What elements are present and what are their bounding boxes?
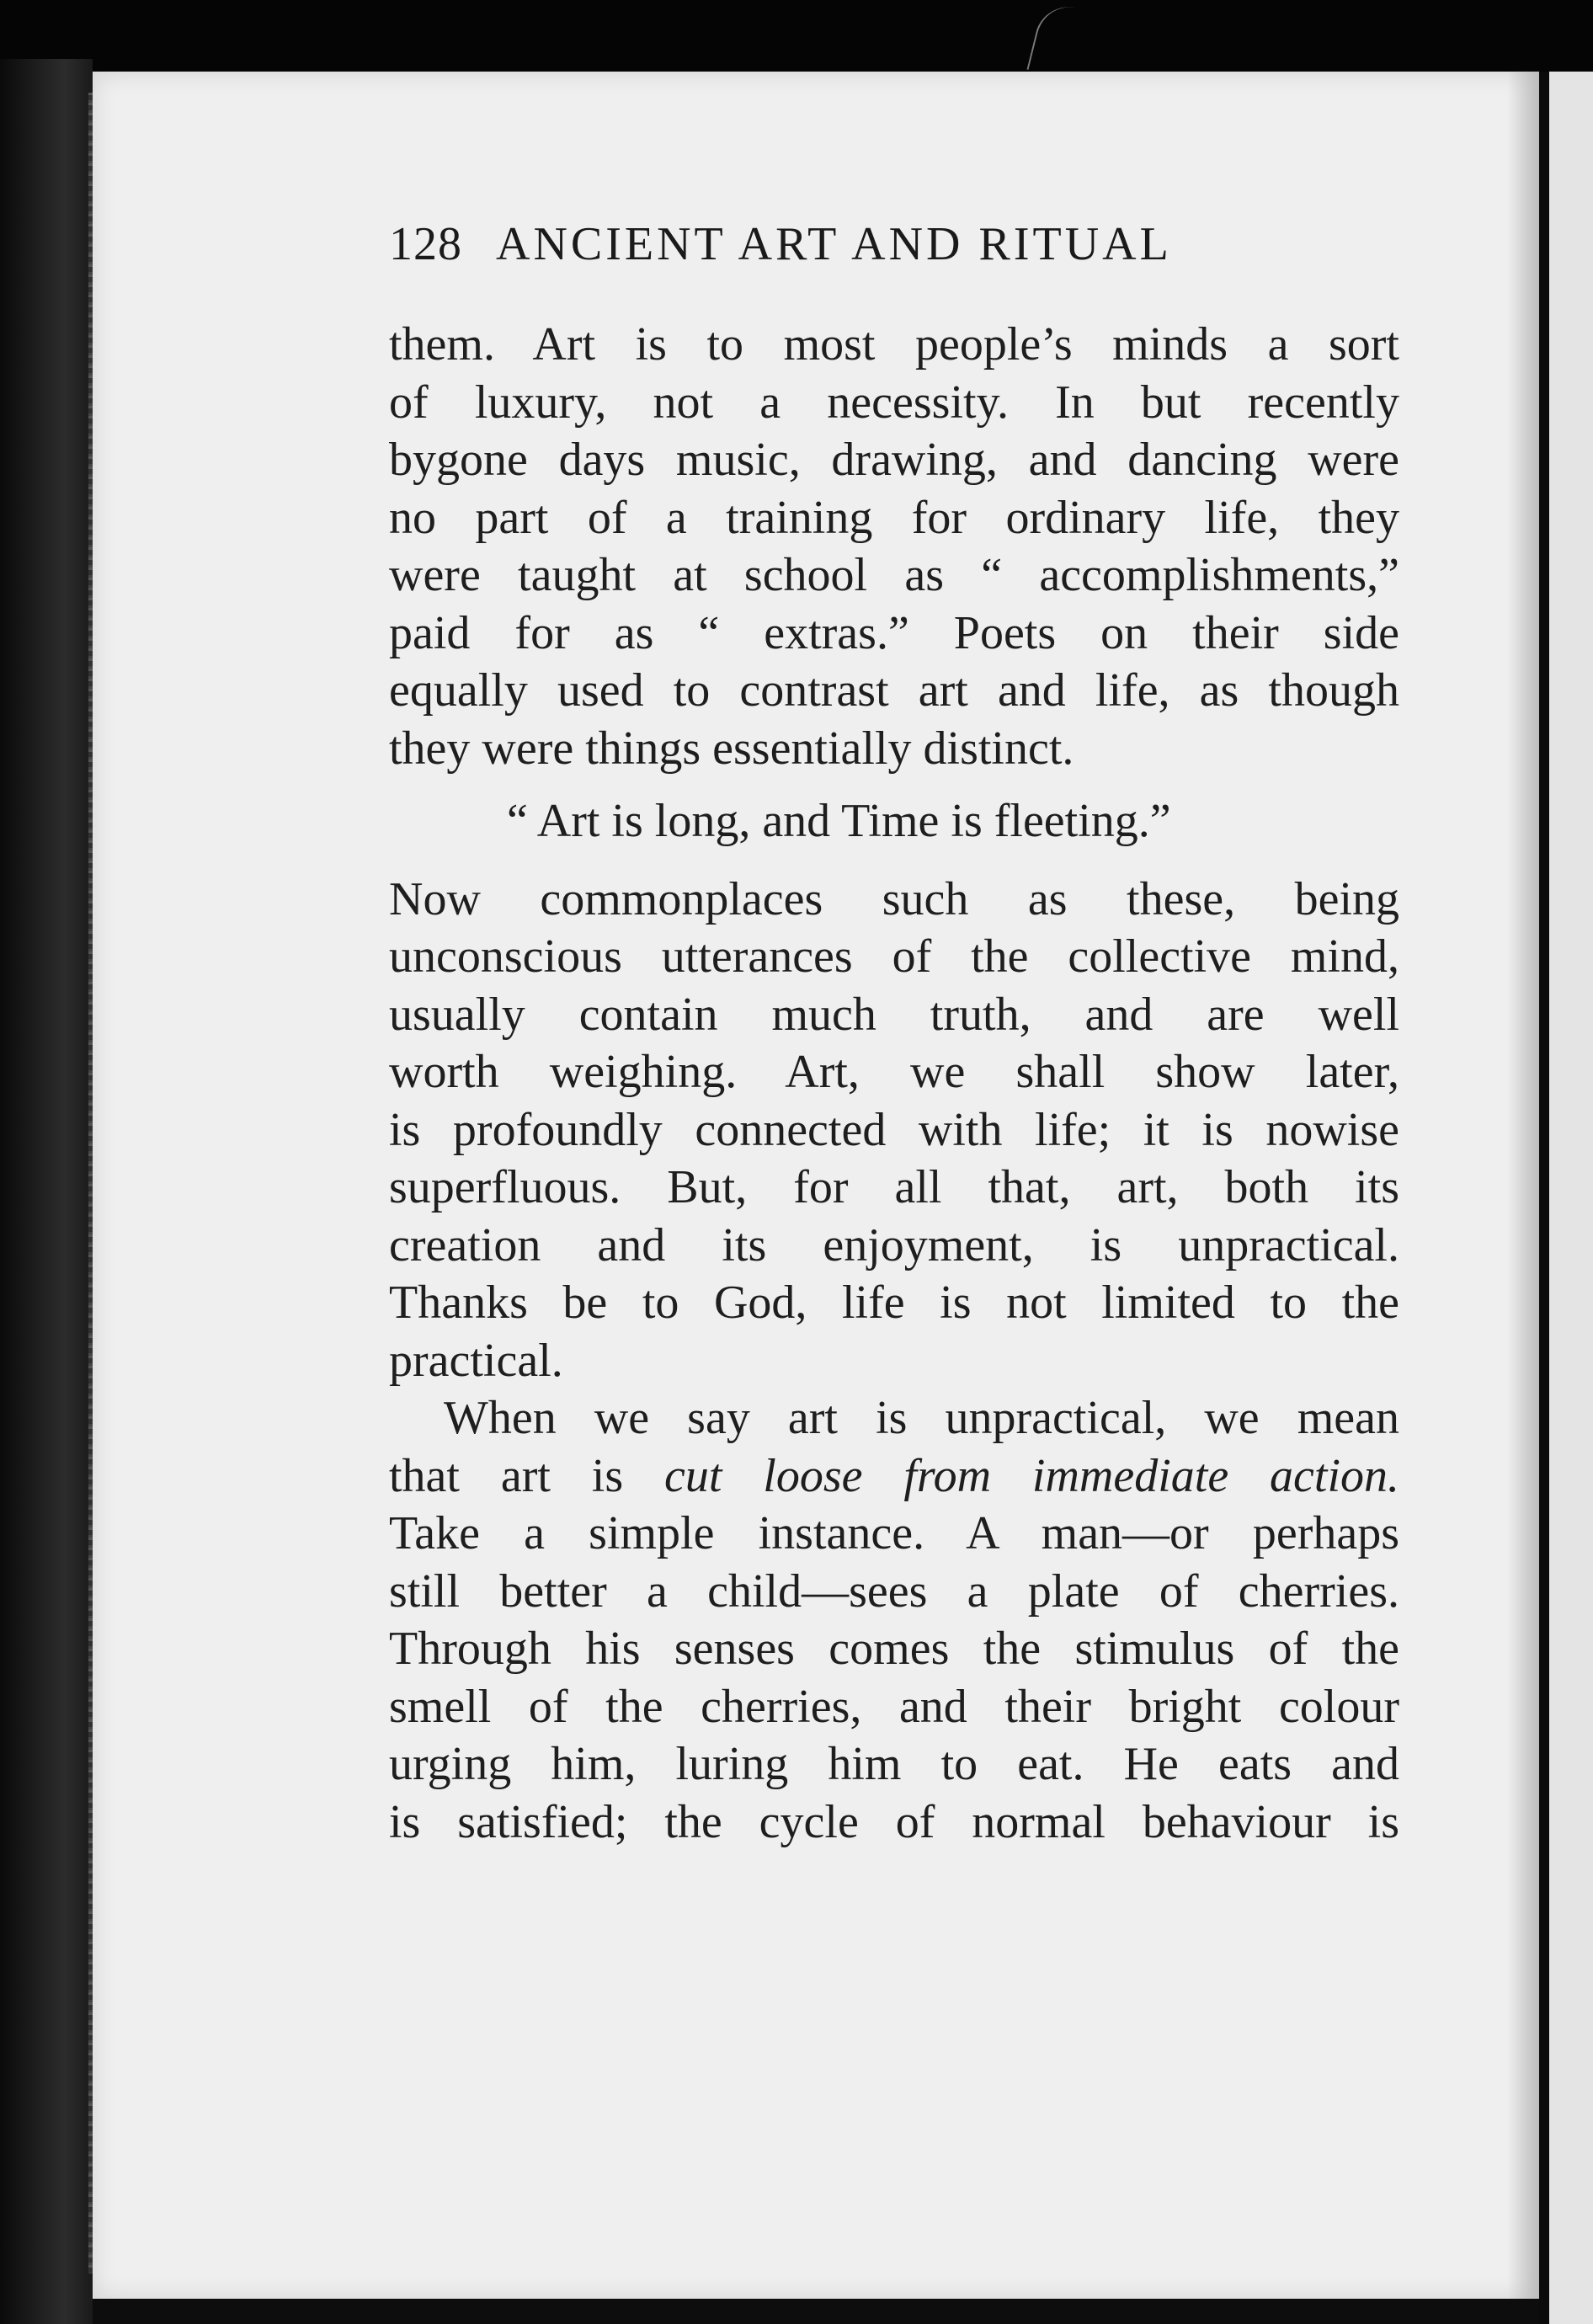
text-line: is satisfied; the cycle of normal behaviour is (389, 1795, 1399, 1848)
italic-emphasis: cut loose from immediate action. (663, 1449, 1400, 1502)
text-line: still better a child—sees a plate of cherries. (389, 1564, 1399, 1618)
text-line: Now commonplaces such as these, being (389, 872, 1399, 925)
page-number: 128 (389, 218, 462, 270)
text-line: creation and its enjoyment, is unpractical. (389, 1218, 1399, 1271)
running-title: ANCIENT ART AND RITUAL (496, 218, 1172, 270)
text-line: When we say art is unpractical, we mean (444, 1392, 1399, 1444)
text-line: superfluous. But, for all that, art, both its (389, 1161, 1399, 1213)
text-line: is profoundly connected with life; it is nowise (389, 1103, 1399, 1156)
text-line-with-emphasis (389, 1447, 1399, 1506)
text-line: they were things essentially distinct. (389, 722, 1074, 775)
text-line: usually contain much truth, and are well (389, 988, 1399, 1041)
text-line: equally used to contrast art and life, as though (389, 664, 1399, 717)
text-line: practical. (389, 1334, 563, 1387)
text-line: unconscious utterances of the collective mind, (389, 930, 1399, 983)
text-line: Take a simple instance. A man—or perhaps (389, 1507, 1399, 1559)
text-line: them. Art is to most people’s minds a sort (389, 318, 1399, 370)
page-gutter (1539, 72, 1549, 2324)
text-line: were taught at school as “ accomplishments,” (389, 549, 1399, 601)
book-binding (0, 59, 93, 2324)
paragraph-1 (389, 316, 1399, 777)
adjacent-page-edge (1549, 72, 1593, 2324)
text-line: paid for as “ extras.” Poets on their side (389, 606, 1399, 659)
quotation: “ Art is long, and Time is fleeting.” (507, 795, 1171, 847)
text-line: no part of a training for ordinary life, they (389, 491, 1399, 544)
text-line: Through his senses comes the stimulus of the (389, 1623, 1399, 1675)
page-edge-shadow (1507, 72, 1539, 2299)
plain-text: that art is (389, 1449, 664, 1502)
page-body (389, 316, 1399, 1851)
text-line: Thanks be to God, life is not limited to the (389, 1277, 1399, 1329)
paragraph-3 (389, 1389, 1399, 1851)
text-line: bygone days music, drawing, and dancing were (389, 434, 1399, 486)
text-line: urging him, luring him to eat. He eats and (389, 1738, 1399, 1790)
text-line: of luxury, not a necessity. In but recently (389, 376, 1399, 429)
text-line: worth weighing. Art, we shall show later, (389, 1046, 1399, 1098)
text-line: smell of the cherries, and their bright colour (389, 1680, 1399, 1733)
scan-top-border (0, 0, 1593, 76)
running-header (389, 217, 1298, 271)
paragraph-2 (389, 871, 1399, 1390)
